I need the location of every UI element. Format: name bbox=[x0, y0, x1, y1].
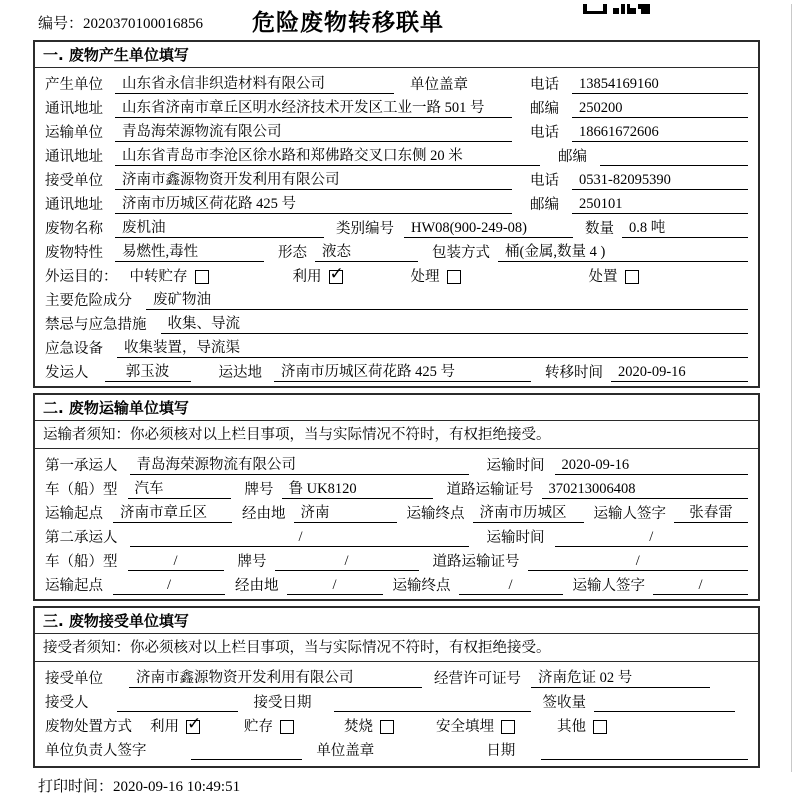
receiver-value: 济南市鑫源物资开发利用有限公司 bbox=[115, 171, 512, 190]
zip3-label: 邮编 bbox=[530, 197, 559, 213]
section-producer bbox=[33, 40, 760, 388]
zip3-value: 250101 bbox=[572, 195, 748, 214]
print-time-value: 2020-09-16 10:49:51 bbox=[113, 779, 241, 795]
checkbox-unchecked-icon bbox=[447, 270, 461, 284]
document-header bbox=[0, 4, 796, 40]
row-waste-character bbox=[35, 238, 758, 262]
date-value bbox=[541, 741, 748, 760]
section2-notice: 运输者须知：你必须核对以上栏目事项，当与实际情况不符时，有权拒绝接受。 bbox=[35, 421, 758, 449]
sign2-label: 运输人签字 bbox=[572, 578, 645, 594]
purpose-option-label: 处置 bbox=[588, 269, 618, 285]
section-receive bbox=[33, 606, 760, 768]
end2-label: 运输终点 bbox=[392, 578, 451, 594]
shipper-label: 发运人 bbox=[45, 365, 89, 381]
addr1-value: 山东省济南市章丘区明水经济技术开发区工业一路 501 号 bbox=[115, 99, 512, 118]
character-label: 废物特性 bbox=[45, 245, 103, 261]
plate1-value: 鲁 UK8120 bbox=[282, 480, 433, 499]
form-label: 形态 bbox=[278, 245, 307, 261]
disposal-option-other bbox=[557, 715, 607, 736]
section3-notice: 接受者须知：你必须核对以上栏目事项，当与实际情况不符时，有权拒绝接受。 bbox=[35, 634, 758, 662]
carrier1-label: 第一承运人 bbox=[45, 458, 118, 474]
section2-header: 二. 废物运输单位填写 bbox=[35, 395, 758, 421]
purpose-option-label: 处理 bbox=[410, 269, 440, 285]
end1-value: 济南市历城区 bbox=[473, 504, 584, 523]
row-shipper bbox=[35, 358, 758, 382]
disposal-option-utilize bbox=[150, 715, 200, 736]
date-label: 日期 bbox=[486, 743, 516, 759]
row-purpose bbox=[35, 262, 758, 286]
checkbox-unchecked-icon bbox=[501, 720, 515, 734]
disposal-option-landfill bbox=[436, 715, 515, 736]
addr1-label: 通讯地址 bbox=[45, 101, 103, 117]
sign2-value: / bbox=[653, 576, 748, 595]
equipment-label: 应急设备 bbox=[45, 341, 103, 357]
acceptor-label: 接受人 bbox=[45, 695, 89, 711]
row-transporter-address bbox=[35, 142, 758, 166]
row-producer bbox=[35, 70, 758, 94]
via2-label: 经由地 bbox=[235, 578, 279, 594]
purpose-option-utilize bbox=[293, 265, 343, 286]
vehicle1-label: 车（船）型 bbox=[45, 482, 118, 498]
unit-seal-label: 单位盖章 bbox=[316, 743, 375, 759]
phone2-group bbox=[530, 121, 748, 142]
acceptor-value bbox=[117, 693, 238, 712]
doc-number-value: 2020370100016856 bbox=[83, 16, 204, 32]
row-carrier2 bbox=[35, 523, 758, 547]
zip1-value: 250200 bbox=[572, 99, 748, 118]
plate1-label: 牌号 bbox=[244, 482, 274, 498]
addr3-label: 通讯地址 bbox=[45, 197, 103, 213]
roadcert1-value: 370213006408 bbox=[542, 480, 749, 499]
purpose-option-label: 中转贮存 bbox=[129, 269, 188, 285]
row-producer-address bbox=[35, 94, 758, 118]
roadcert1-label: 道路运输证号 bbox=[446, 482, 534, 498]
disposal-option-label: 安全填埋 bbox=[436, 719, 494, 735]
disposal-option-incinerate bbox=[344, 715, 394, 736]
phone1-label: 电话 bbox=[530, 77, 559, 93]
receive-unit-value: 济南市鑫源物资开发利用有限公司 bbox=[129, 669, 422, 688]
disposal-option-label: 利用 bbox=[150, 719, 179, 735]
checkbox-checked-icon bbox=[186, 720, 200, 734]
end1-label: 运输终点 bbox=[406, 506, 465, 522]
addr3-value: 济南市历城区荷花路 425 号 bbox=[115, 195, 512, 214]
producer-label: 产生单位 bbox=[45, 77, 103, 93]
row-carrier1 bbox=[35, 451, 758, 475]
category-label: 类别编号 bbox=[336, 221, 394, 237]
plate2-value: / bbox=[275, 552, 419, 571]
packing-label: 包装方式 bbox=[432, 245, 490, 261]
form-value: 液态 bbox=[315, 243, 418, 262]
plate2-label: 牌号 bbox=[237, 554, 267, 570]
phone1-value: 13854169160 bbox=[572, 75, 748, 94]
phone1-group bbox=[530, 73, 748, 94]
purpose-option-label: 利用 bbox=[292, 269, 322, 285]
shipper-value: 郭玉波 bbox=[105, 363, 191, 382]
purpose-option-transfer-storage bbox=[130, 265, 209, 286]
phone2-label: 电话 bbox=[530, 125, 559, 141]
addr2-label: 通讯地址 bbox=[45, 149, 103, 165]
row-route1 bbox=[35, 499, 758, 523]
zip1-group bbox=[530, 97, 748, 118]
zip2-label: 邮编 bbox=[558, 149, 587, 165]
time1-label: 运输时间 bbox=[486, 458, 545, 474]
origin1-label: 运输起点 bbox=[45, 506, 103, 522]
row-vehicle1 bbox=[35, 475, 758, 499]
qty-value: 0.8 吨 bbox=[622, 219, 748, 238]
row-receiver-address bbox=[35, 190, 758, 214]
print-time-label: 打印时间： bbox=[38, 779, 114, 795]
disposal-option-label: 贮存 bbox=[244, 719, 273, 735]
checkbox-checked-icon bbox=[329, 270, 343, 284]
print-time bbox=[38, 775, 796, 796]
row-waste-name bbox=[35, 214, 758, 238]
accept-date-value bbox=[334, 693, 531, 712]
character-value: 易燃性,毒性 bbox=[115, 243, 264, 262]
receive-unit-label: 接受单位 bbox=[45, 671, 103, 687]
end2-value: / bbox=[459, 576, 563, 595]
dest-label: 运达地 bbox=[218, 365, 262, 381]
row-hazard bbox=[35, 286, 758, 310]
disposal-option-label: 其他 bbox=[557, 719, 586, 735]
addr2-value: 山东省青岛市李沧区徐水路和郑佛路交叉口东侧 20 米 bbox=[115, 147, 540, 166]
row-taboo bbox=[35, 310, 758, 334]
row-vehicle2 bbox=[35, 547, 758, 571]
signed-qty-value bbox=[594, 693, 735, 712]
row-disposal bbox=[35, 712, 758, 736]
row-equipment bbox=[35, 334, 758, 358]
carrier1-value: 青岛海荣源物流有限公司 bbox=[130, 456, 469, 475]
permit-value: 济南危证 02 号 bbox=[531, 669, 710, 688]
page-edge-line bbox=[791, 4, 792, 772]
transporter-value: 青岛海荣源物流有限公司 bbox=[115, 123, 512, 142]
section1-header: 一. 废物产生单位填写 bbox=[35, 42, 758, 68]
purpose-label: 外运目的： bbox=[45, 269, 118, 285]
sign1-value: 张春雷 bbox=[674, 504, 748, 523]
signed-qty-label: 签收量 bbox=[542, 695, 586, 711]
waste-name-label: 废物名称 bbox=[45, 221, 103, 237]
phone3-label: 电话 bbox=[530, 173, 559, 189]
receiver-label: 接受单位 bbox=[45, 173, 103, 189]
qr-code-fragment bbox=[583, 4, 650, 14]
purpose-option-dispose bbox=[589, 265, 639, 286]
time2-value: / bbox=[555, 528, 749, 547]
checkbox-unchecked-icon bbox=[625, 270, 639, 284]
time1-value: 2020-09-16 bbox=[555, 456, 749, 475]
origin2-value: / bbox=[113, 576, 225, 595]
section-transport bbox=[33, 393, 760, 601]
qty-label: 数量 bbox=[585, 221, 614, 237]
seal-label: 单位盖章 bbox=[410, 77, 468, 93]
hazard-value: 废矿物油 bbox=[146, 291, 748, 310]
disposal-label: 废物处置方式 bbox=[45, 719, 132, 735]
transfer-time-value: 2020-09-16 bbox=[611, 363, 748, 382]
doc-number-label: 编号： bbox=[38, 16, 84, 32]
transporter-label: 运输单位 bbox=[45, 125, 103, 141]
via2-value: / bbox=[287, 576, 383, 595]
row-route2 bbox=[35, 571, 758, 595]
origin2-label: 运输起点 bbox=[45, 578, 103, 594]
zip3-group bbox=[530, 193, 748, 214]
row-receive-unit bbox=[35, 664, 758, 688]
phone3-value: 0531-82095390 bbox=[572, 171, 748, 190]
zip1-label: 邮编 bbox=[530, 101, 559, 117]
hazard-label: 主要危险成分 bbox=[45, 293, 132, 309]
row-acceptor bbox=[35, 688, 758, 712]
zip2-value bbox=[600, 147, 748, 166]
section1-rows bbox=[35, 68, 758, 386]
roadcert2-label: 道路运输证号 bbox=[432, 554, 520, 570]
section2-rows bbox=[35, 449, 758, 599]
transfer-time-label: 转移时间 bbox=[545, 365, 603, 381]
row-receiver bbox=[35, 166, 758, 190]
disposal-option-label: 焚烧 bbox=[344, 719, 373, 735]
page-title: 危险废物转移联单 bbox=[252, 10, 444, 36]
equipment-value: 收集装置，导流渠 bbox=[117, 339, 748, 358]
packing-value: 桶(金属,数量 4 ) bbox=[498, 243, 748, 262]
via1-label: 经由地 bbox=[242, 506, 286, 522]
checkbox-unchecked-icon bbox=[280, 720, 294, 734]
carrier2-value: / bbox=[130, 528, 469, 547]
waste-name-value: 废机油 bbox=[115, 219, 324, 238]
taboo-label: 禁忌与应急措施 bbox=[45, 317, 147, 333]
vehicle1-value: 汽车 bbox=[128, 480, 231, 499]
sign1-label: 运输人签字 bbox=[593, 506, 666, 522]
producer-value: 山东省永信非织造材料有限公司 bbox=[115, 75, 394, 94]
checkbox-unchecked-icon bbox=[593, 720, 607, 734]
taboo-value: 收集、导流 bbox=[161, 315, 749, 334]
head-sign-label: 单位负责人签字 bbox=[45, 743, 147, 759]
carrier2-label: 第二承运人 bbox=[45, 530, 118, 546]
disposal-option-storage bbox=[244, 715, 294, 736]
phone2-value: 18661672606 bbox=[572, 123, 748, 142]
time2-label: 运输时间 bbox=[486, 530, 545, 546]
row-transporter bbox=[35, 118, 758, 142]
phone3-group bbox=[530, 169, 748, 190]
checkbox-unchecked-icon bbox=[380, 720, 394, 734]
zip2-group bbox=[558, 145, 748, 166]
vehicle2-value: / bbox=[128, 552, 224, 571]
row-head-sign bbox=[35, 736, 758, 760]
vehicle2-label: 车（船）型 bbox=[45, 554, 118, 570]
head-sign-value bbox=[191, 741, 303, 760]
accept-date-label: 接受日期 bbox=[253, 695, 312, 711]
roadcert2-value: / bbox=[528, 552, 749, 571]
via1-value: 济南 bbox=[294, 504, 397, 523]
category-value: HW08(900-249-08) bbox=[404, 219, 573, 238]
section3-rows bbox=[35, 662, 758, 766]
purpose-option-treat bbox=[411, 265, 461, 286]
checkbox-unchecked-icon bbox=[195, 270, 209, 284]
dest-value: 济南市历城区荷花路 425 号 bbox=[274, 363, 531, 382]
permit-label: 经营许可证号 bbox=[434, 671, 521, 687]
section3-header: 三. 废物接受单位填写 bbox=[35, 608, 758, 634]
origin1-value: 济南市章丘区 bbox=[113, 504, 232, 523]
